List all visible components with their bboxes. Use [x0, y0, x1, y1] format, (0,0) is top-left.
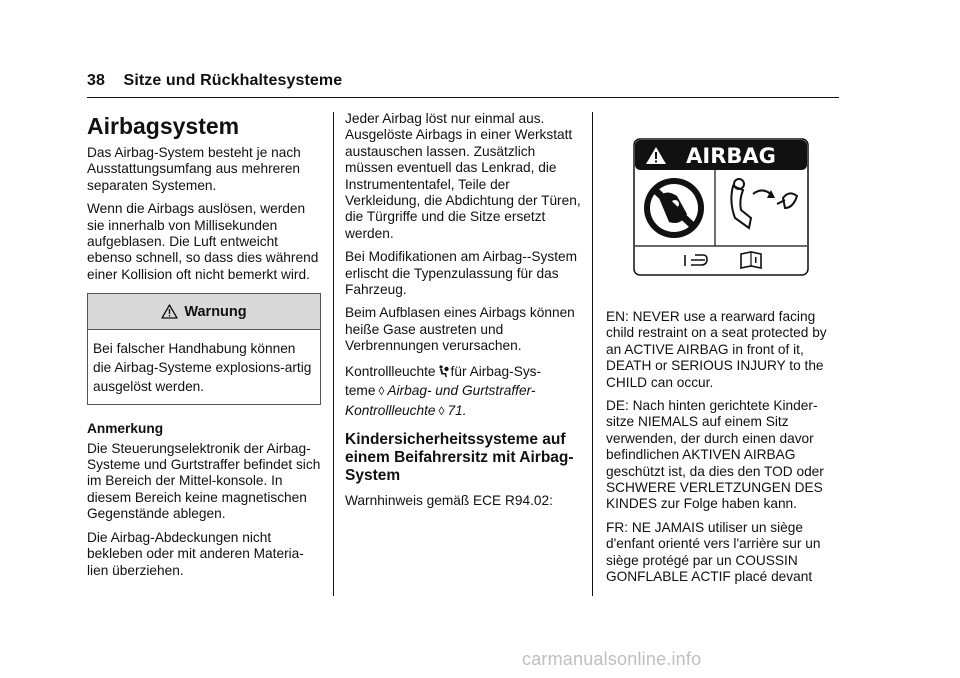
page-header	[87, 72, 342, 90]
paragraph: Beim Aufblasen eines Airbags können heiße Gase austreten und Verbrennungen verursachen.	[345, 305, 575, 354]
column-2	[345, 111, 583, 516]
paragraph: Warnhinweis gemäß ECE R94.02:	[345, 492, 553, 508]
cross-reference-link[interactable]: Airbag- und Gurtstraffer-Kontrollleuchte	[345, 382, 536, 418]
warning-text-de: DE: Nach hinten gerichtete Kinder-sitze NIEMALS auf einem Sitz verwenden, der durch einen davor befindlichen AKTIVEN AIRBAG geschützt ist, da dies den TOD oder SCHWERE VERLETZUNGEN DES KINDES zur Folge haben kann.	[606, 398, 824, 512]
note-text: Die Steuerungselektronik der Airbag-Systeme und Gurtstraffer befindet sich im Bereich der Mittel-konsole. In diesem Bereich keine magnetischen Gegenstände ablegen.	[87, 440, 321, 522]
paragraph: Jeder Airbag löst nur einmal aus. Ausgelöste Airbags in einer Werkstatt austauschen lassen. Zusätzlich müssen eventuell das Lenkrad, die Instrumententafel, Teile der Verkleidung, die Abdichtung der Türen, die Türgriffe und die Sitze ersetzt werden.	[345, 111, 581, 241]
warning-box	[87, 293, 321, 405]
paragraph: Bei Modifikationen am Airbag--System erlischt die Typenzulassung für das Fahrzeug.	[345, 249, 578, 298]
paragraph: Das Airbag-System besteht je nach Ausstattungsumfang aus mehreren separaten Systemen.	[87, 145, 301, 193]
paragraph: Wenn die Airbags auslösen, werden sie innerhalb von Millisekunden aufgeblasen. Die Luft entweicht ebenso schnell, so dass dies während einer Kollision oft nicht bemerkt wird.	[87, 201, 319, 282]
chapter-title: Sitze und Rückhaltesysteme	[123, 72, 343, 89]
paragraph: Die Airbag-Abdeckungen nicht bekleben oder mit anderen Materia-lien überziehen.	[87, 529, 304, 578]
warning-triangle-icon	[161, 304, 178, 319]
column-1	[87, 112, 321, 586]
label-title: AIRBAG	[686, 144, 776, 168]
subsection-title: Kindersicherheitssysteme auf einem Beifahrersitz mit Airbag-System	[345, 430, 574, 484]
column-divider-2	[592, 112, 593, 596]
reference-arrow-icon: ◊	[438, 403, 445, 418]
warning-header	[88, 294, 320, 330]
warning-text-fr: FR: NE JAMAIS utiliser un siège d'enfant orienté vers l'arrière sur un siège protégé par un COUSSIN GONFLABLE ACTIF placé devant	[606, 519, 821, 585]
page-reference[interactable]: 71	[447, 402, 463, 418]
airbag-warning-light-icon	[438, 365, 449, 378]
reference-arrow-icon: ◊	[378, 383, 385, 398]
column-3	[606, 309, 842, 593]
note-label: Anmerkung	[87, 421, 164, 437]
warning-text: Bei falscher Handhabung können die Airbag-Systeme explosions-artig ausgelöst werden.	[93, 341, 312, 395]
warning-text-en: EN: NEVER use a rearward facing child restraint on a seat protected by an ACTIVE AIRBAG in front of it, DEATH or SERIOUS INJURY to the CHILD can occur.	[606, 309, 827, 390]
page-number: 38	[87, 72, 105, 89]
section-title: Airbagsystem	[87, 113, 240, 139]
airbag-warning-label	[633, 138, 809, 276]
kontrollleuchte-paragraph: Kontrollleuchte für Airbag-Sys- teme ◊ Airbag- und Gurtstraffer-Kontrollleuchte ◊ 71.	[345, 362, 583, 421]
no-rear-facing-seat-icon	[644, 178, 704, 238]
column-divider-1	[333, 112, 334, 596]
header-rule	[87, 97, 839, 98]
warning-title: Warnung	[184, 303, 247, 320]
watermark: carmanualsonline.info	[522, 649, 702, 669]
